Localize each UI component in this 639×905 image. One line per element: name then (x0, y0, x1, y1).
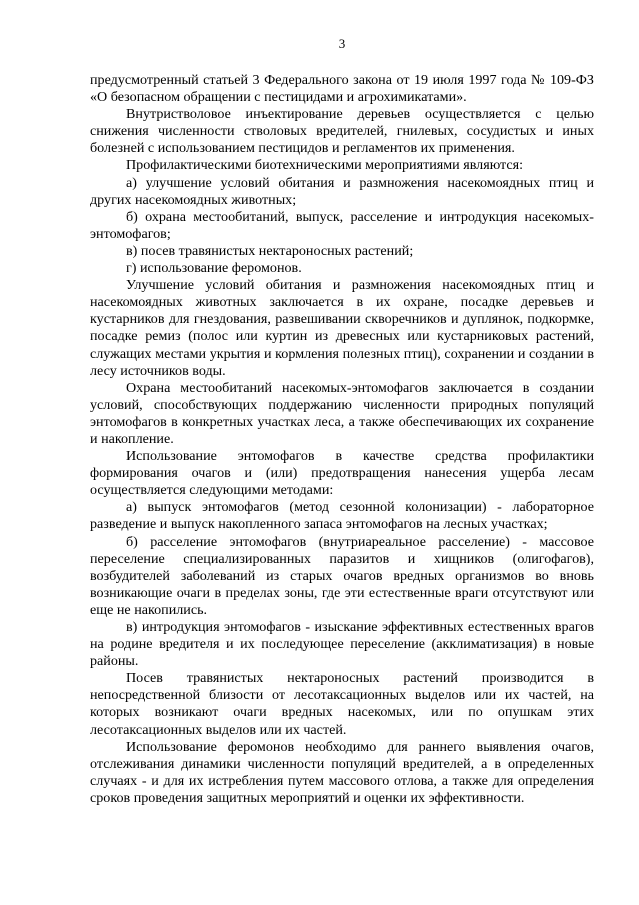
paragraph-continuation: предусмотренный статьей 3 Федерального закона от 19 июля 1997 года № 109-ФЗ «О безопасном обращении с пестицидами и агрохимикатами». (90, 72, 594, 106)
method-item-a-release: а) выпуск энтомофагов (метод сезонной колонизации) - лабораторное разведение и выпуск накопленного запаса энтомофагов на лесных участках; (90, 499, 594, 533)
list-item-v-nectar-plants: в) посев травянистых нектароносных растений; (126, 242, 414, 259)
paragraph-biotech-measures-intro: Профилактическими биотехническими мероприятиями являются: (126, 157, 524, 174)
list-item-a-birds: а) улучшение условий обитания и размножения насекомоядных птиц и других насекомоядных животных; (90, 174, 594, 208)
document-page (90, 36, 594, 807)
paragraph-entomophage-methods: Использование энтомофагов в качестве средства профилактики формирования очагов и (или) предотвращения нанесения ущерба лесам осуществляется следующими методами: (90, 448, 594, 499)
document-body (90, 72, 594, 807)
method-item-v-introduction: в) интродукция энтомофагов - изыскание эффективных естественных врагов на родине вредителя и их последующее переселение (акклиматизация) в новые районы. (90, 619, 594, 670)
method-item-b-resettlement: б) расселение энтомофагов (внутриареальное расселение) - массовое переселение специализированных паразитов и хищников (олигофагов), возбудителей заболеваний из старых очагов вредных организмов во вновь возникающие очаги в пределах зоны, где эти естественные враги отсутствуют или еще не накопились. (90, 533, 594, 618)
paragraph-pheromone-use: Использование феромонов необходимо для раннего выявления очагов, отслеживания динамики численности популяций вредителей, а в определенных случаях - и для их истребления путем массового отлова, а также для определения сроков проведения защитных мероприятий и оценки их эффективности. (90, 738, 594, 806)
paragraph-birds-habitat: Улучшение условий обитания и размножения насекомоядных птиц и насекомоядных животных заключается в их охране, посадке деревьев и кустарников для гнездования, развешивании скворечников и дуплянок, подкормке, посадке ремиз (полос или куртин из древесных или кустарниковых растений, служащих местами укрытия и кормления полезных птиц), сохранении и создании в лесу источников воды. (90, 277, 594, 379)
list-item-g-pheromones: г) использование феромонов. (126, 260, 302, 277)
paragraph-habitat-protection: Охрана местообитаний насекомых-энтомофагов заключается в создании условий, способствующих поддержанию численности природных популяций энтомофагов в конкретных участках леса, а также обеспечивающих их сохранение и накопление. (90, 379, 594, 447)
page-number: 3 (338, 36, 346, 51)
list-item-b-entomophages: б) охрана местообитаний, выпуск, расселение и интродукция насекомых-энтомофагов; (90, 208, 594, 242)
paragraph-nectar-sowing: Посев травянистых нектароносных растений производится в непосредственной близости от лесотаксационных выделов или их частей, на которых возникают очаги вредных насекомых, или по опушкам этих лесотаксационных выделов или их частей. (90, 670, 594, 738)
paragraph-injection: Внутристволовое инъектирование деревьев осуществляется с целью снижения численности стволовых вредителей, гнилевых, сосудистых и иных болезней с использованием пестицидов и регламентов их применения. (90, 106, 594, 157)
